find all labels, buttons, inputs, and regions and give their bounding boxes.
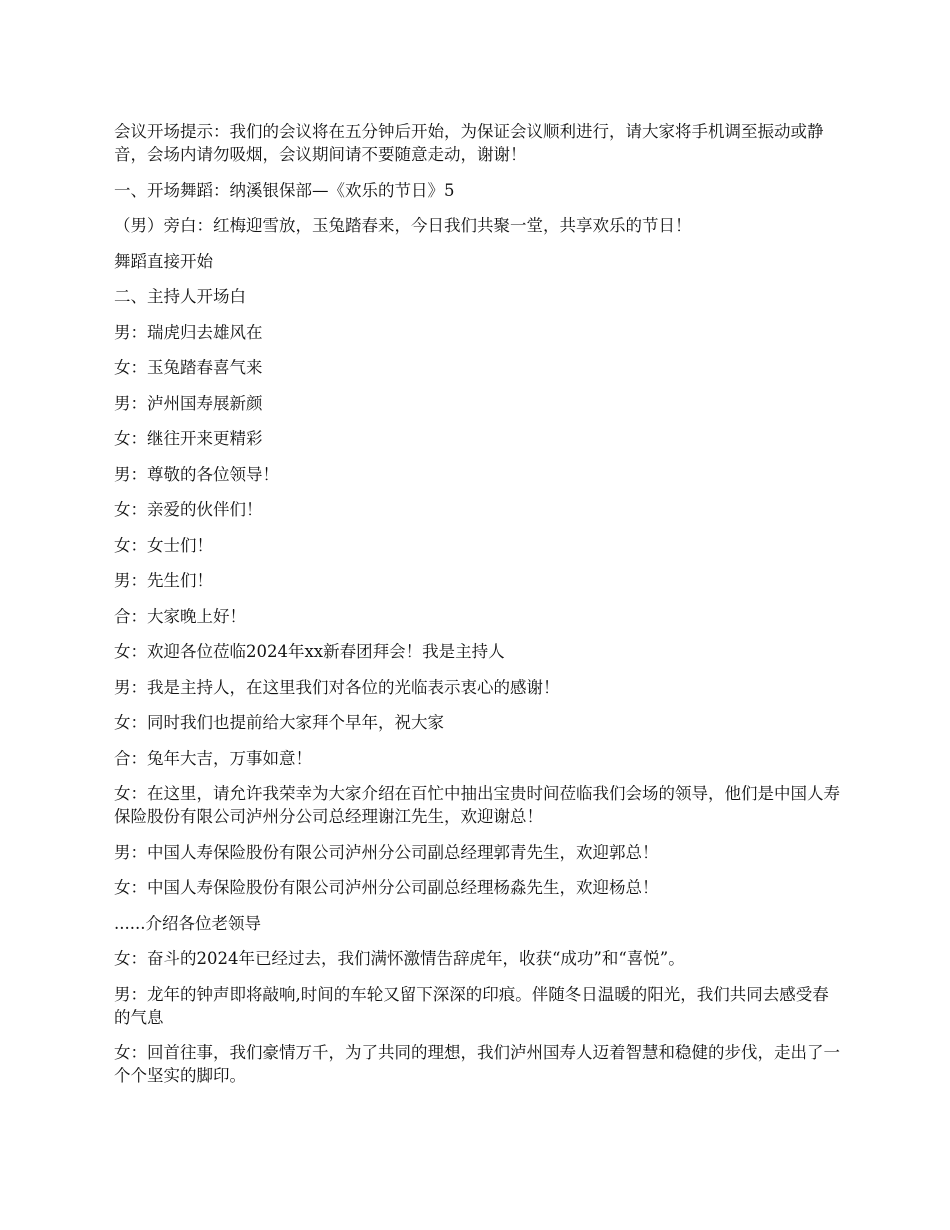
paragraph-dance-start: 舞蹈直接开始 bbox=[114, 251, 213, 271]
paragraph-leader-intro: 女：在这里，请允许我荣幸为大家介绍在百忙中抽出宝贵时间莅临我们会场的领导，他们是中国人寿保险股份有限公司泸州分公司总经理谢江先生，欢迎谢总！ bbox=[114, 784, 840, 826]
paragraph-dialogue-line: 女：亲爱的伙伴们！ bbox=[114, 500, 263, 519]
paragraph-dialogue-line: 女：继往开来更精彩 bbox=[114, 429, 263, 448]
paragraph-leader-intro: 男：中国人寿保险股份有限公司泸州分公司副总经理郭青先生，欢迎郭总！ bbox=[114, 842, 659, 862]
paragraph-dialogue-line: 女：玉兔踏春喜气来 bbox=[114, 358, 263, 377]
paragraph-meeting-notice: 会议开场提示：我们的会议将在五分钟后开始，为保证会议顺利进行，请大家将手机调至振动或静音，会场内请勿吸烟，会议期间请不要随意走动，谢谢！ bbox=[114, 122, 824, 164]
paragraph-dialogue-line: 女：女士们！ bbox=[114, 535, 213, 555]
paragraph-dialogue-line: 合：大家晚上好！ bbox=[114, 606, 246, 626]
paragraph-dialogue-line: 女：回首往事，我们豪情万千，为了共同的理想，我们泸州国寿人迈着智慧和稳健的步伐，走出了一个个坚实的脚印。 bbox=[114, 1043, 840, 1085]
paragraph-opening-dance: 一、开场舞蹈：纳溪银保部—《欢乐的节日》5 bbox=[114, 180, 455, 200]
paragraph-leader-intro: 女：中国人寿保险股份有限公司泸州分公司副总经理杨淼先生，欢迎杨总！ bbox=[114, 878, 659, 897]
paragraph-leader-intro-more: ......介绍各位老领导 bbox=[114, 913, 261, 933]
paragraph-dialogue-line: 男：龙年的钟声即将敲响,时间的车轮又留下深深的印痕。伴随冬日温暖的阳光，我们共同去感受春的气息 bbox=[114, 984, 829, 1027]
paragraph-dialogue-line: 男：泸州国寿展新颜 bbox=[114, 393, 263, 413]
paragraph-dialogue-line: 男：瑞虎归去雄风在 bbox=[114, 322, 263, 342]
paragraph-host-opening-heading: 二、主持人开场白 bbox=[114, 287, 246, 306]
paragraph-dialogue-line: 男：尊敬的各位领导！ bbox=[114, 464, 279, 484]
paragraph-dialogue-line: 女：奋斗的2024年已经过去，我们满怀激情告辞虎年，收获“成功”和“喜悦”。 bbox=[114, 949, 685, 968]
document-body bbox=[114, 120, 844, 1100]
paragraph-dialogue-line: 男：先生们！ bbox=[114, 571, 213, 590]
paragraph-dialogue-line: 女：欢迎各位莅临2024年xx新春团拜会！我是主持人 bbox=[114, 642, 505, 661]
paragraph-dialogue-line: 男：我是主持人，在这里我们对各位的光临表示衷心的感谢！ bbox=[114, 677, 560, 697]
paragraph-dialogue-line: 合：兔年大吉，万事如意！ bbox=[114, 748, 312, 768]
paragraph-dialogue-line: 女：同时我们也提前给大家拜个早年，祝大家 bbox=[114, 713, 444, 732]
paragraph-narration: （男）旁白：红梅迎雪放，玉兔踏春来，今日我们共聚一堂，共享欢乐的节日！ bbox=[114, 216, 692, 235]
